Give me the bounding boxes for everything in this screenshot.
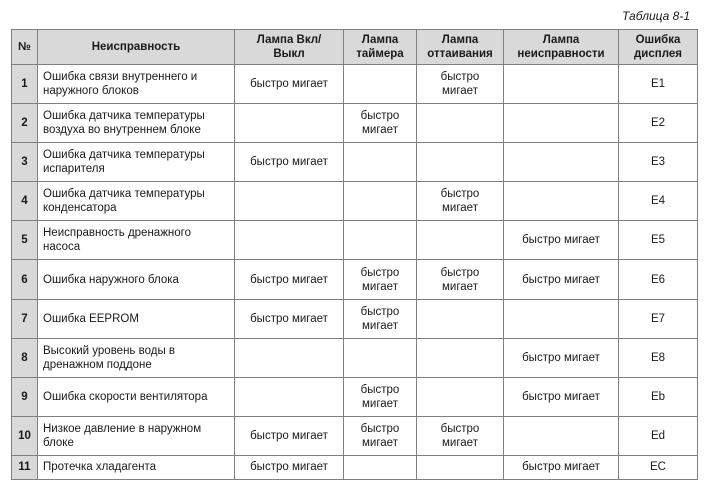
- row-number: 11: [12, 455, 38, 479]
- display-error-code: E5: [619, 221, 698, 260]
- lamp-fault-cell: [504, 65, 619, 104]
- lamp-timer-cell: быстро мигает: [344, 299, 417, 338]
- lamp-defrost-cell: быстро мигает: [417, 182, 504, 221]
- lamp-fault-cell: [504, 182, 619, 221]
- fault-description: Ошибка датчика температуры конденсатора: [38, 182, 235, 221]
- table-row: [12, 221, 698, 260]
- table-row: [12, 416, 698, 455]
- row-number: 6: [12, 260, 38, 299]
- lamp-fault-cell: [504, 416, 619, 455]
- display-error-code: E3: [619, 143, 698, 182]
- row-number: 9: [12, 377, 38, 416]
- lamp-timer-cell: быстро мигает: [344, 416, 417, 455]
- fault-description: Ошибка связи внутреннего и наружного блоков: [38, 65, 235, 104]
- table-caption: Таблица 8-1: [621, 9, 690, 23]
- display-error-code: E4: [619, 182, 698, 221]
- lamp-defrost-cell: быстро мигает: [417, 260, 504, 299]
- lamp-power-cell: [235, 221, 344, 260]
- lamp-timer-cell: быстро мигает: [344, 260, 417, 299]
- table-row: [12, 299, 698, 338]
- display-error-code: E8: [619, 338, 698, 377]
- lamp-defrost-cell: быстро мигает: [417, 65, 504, 104]
- lamp-defrost-cell: [417, 104, 504, 143]
- fault-description: Высокий уровень воды в дренажном поддоне: [38, 338, 235, 377]
- lamp-fault-cell: быстро мигает: [504, 260, 619, 299]
- lamp-fault-cell: быстро мигает: [504, 455, 619, 479]
- lamp-power-cell: быстро мигает: [235, 455, 344, 479]
- fault-description: Ошибка наружного блока: [38, 260, 235, 299]
- lamp-fault-cell: быстро мигает: [504, 338, 619, 377]
- fault-description: Ошибка датчика температуры воздуха во внутреннем блоке: [38, 104, 235, 143]
- header-lamp-defrost: Лампа оттаивания: [417, 30, 504, 65]
- row-number: 2: [12, 104, 38, 143]
- table-row: [12, 143, 698, 182]
- fault-description: Ошибка датчика температуры испарителя: [38, 143, 235, 182]
- lamp-power-cell: [235, 377, 344, 416]
- table-row: [12, 260, 698, 299]
- error-code-table: [11, 29, 698, 480]
- lamp-fault-cell: [504, 104, 619, 143]
- lamp-defrost-cell: быстро мигает: [417, 416, 504, 455]
- lamp-defrost-cell: [417, 338, 504, 377]
- table-row: [12, 338, 698, 377]
- lamp-defrost-cell: [417, 143, 504, 182]
- row-number: 3: [12, 143, 38, 182]
- header-display-error: Ошибка дисплея: [619, 30, 698, 65]
- lamp-timer-cell: [344, 143, 417, 182]
- row-number: 7: [12, 299, 38, 338]
- lamp-timer-cell: [344, 221, 417, 260]
- fault-description: Ошибка скорости вентилятора: [38, 377, 235, 416]
- table-row: [12, 377, 698, 416]
- lamp-defrost-cell: [417, 377, 504, 416]
- header-lamp-fault: Лампа неисправности: [504, 30, 619, 65]
- lamp-power-cell: быстро мигает: [235, 416, 344, 455]
- row-number: 10: [12, 416, 38, 455]
- lamp-timer-cell: быстро мигает: [344, 377, 417, 416]
- header-num: №: [12, 30, 38, 65]
- display-error-code: E1: [619, 65, 698, 104]
- header-lamp-power: Лампа Вкл/ Выкл: [235, 30, 344, 65]
- table-row: [12, 455, 698, 479]
- lamp-power-cell: быстро мигает: [235, 143, 344, 182]
- fault-description: Ошибка EEPROM: [38, 299, 235, 338]
- lamp-fault-cell: [504, 299, 619, 338]
- table-header-row: [12, 30, 698, 65]
- lamp-defrost-cell: [417, 299, 504, 338]
- lamp-power-cell: быстро мигает: [235, 260, 344, 299]
- display-error-code: E2: [619, 104, 698, 143]
- lamp-power-cell: быстро мигает: [235, 65, 344, 104]
- lamp-power-cell: [235, 338, 344, 377]
- display-error-code: Ed: [619, 416, 698, 455]
- lamp-fault-cell: быстро мигает: [504, 377, 619, 416]
- lamp-power-cell: [235, 104, 344, 143]
- lamp-power-cell: быстро мигает: [235, 299, 344, 338]
- row-number: 1: [12, 65, 38, 104]
- display-error-code: E7: [619, 299, 698, 338]
- lamp-timer-cell: [344, 338, 417, 377]
- lamp-defrost-cell: [417, 455, 504, 479]
- row-number: 4: [12, 182, 38, 221]
- display-error-code: Eb: [619, 377, 698, 416]
- fault-description: Протечка хладагента: [38, 455, 235, 479]
- table-row: [12, 65, 698, 104]
- lamp-timer-cell: [344, 455, 417, 479]
- table-row: [12, 182, 698, 221]
- display-error-code: EC: [619, 455, 698, 479]
- row-number: 8: [12, 338, 38, 377]
- lamp-defrost-cell: [417, 221, 504, 260]
- lamp-timer-cell: [344, 65, 417, 104]
- lamp-fault-cell: быстро мигает: [504, 221, 619, 260]
- lamp-fault-cell: [504, 143, 619, 182]
- header-fault: Неисправность: [38, 30, 235, 65]
- lamp-power-cell: [235, 182, 344, 221]
- row-number: 5: [12, 221, 38, 260]
- fault-description: Неисправность дренажного насоса: [38, 221, 235, 260]
- display-error-code: E6: [619, 260, 698, 299]
- fault-description: Низкое давление в наружном блоке: [38, 416, 235, 455]
- lamp-timer-cell: быстро мигает: [344, 104, 417, 143]
- header-lamp-timer: Лампа таймера: [344, 30, 417, 65]
- table-body: [12, 65, 698, 480]
- lamp-timer-cell: [344, 182, 417, 221]
- table-row: [12, 104, 698, 143]
